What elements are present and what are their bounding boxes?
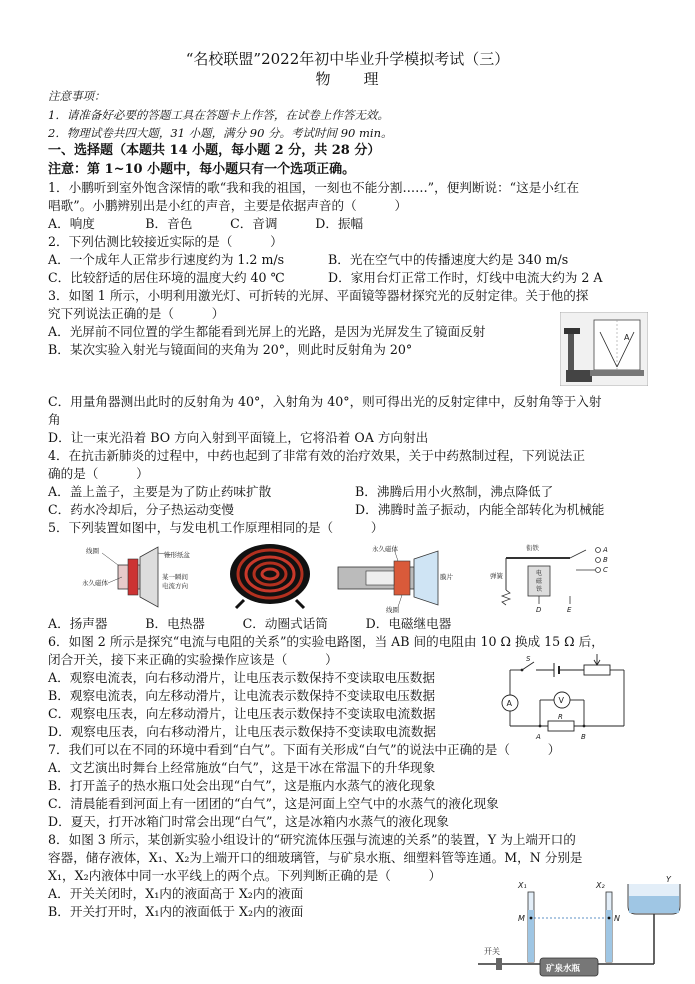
relay-magnet-label-3: 铁 [536,586,543,593]
speaker-cone-label: 锥形纸盆 [164,551,190,559]
q5-stem: 5．下列装置如图中，与发电机工作原理相同的是（ ） [48,520,384,535]
figure-1-reflection-apparatus [560,312,648,386]
notes-item-1: 1．请准备好必要的答题工具在答题卡上作答，在试卷上作答无效。 [48,108,389,122]
figure-2-circuit [492,650,632,742]
fig3-switch-label: 开关 [484,947,500,956]
speaker-magnet-label: 永久磁体 [82,579,108,587]
q6-option-d: D．观察电压表，向右移动滑片，让电压表示数保持不变读取电流数据 [48,724,436,739]
mic-magnet-label: 永久磁体 [372,545,398,553]
relay-spring-label: 弹簧 [490,572,503,580]
q3-option-b: B．某次实验入射光与镜面间的夹角为 20°，则此时反射角为 20° [48,342,413,357]
figure-relay [490,540,620,614]
subject-title: 物 理 [315,70,380,88]
fig3-m-label: M [518,914,525,923]
relay-magnet-label-1: 电 [536,570,543,577]
q6-option-c: C．观察电压表，向左移动滑片，让电压表示数保持不变读取电流数据 [48,706,436,721]
q8-option-a: A．开关关闭时，X₁内的液面高于 X₂内的液面 [48,886,304,901]
relay-terminal-e: E [567,606,572,614]
fig3-x2-label: X₂ [596,881,605,890]
q8-stem-line3: X₁，X₂内液体中同一水平线上的两个点。下列判断正确的是（ ） [48,868,442,883]
q2-option-d: D．家用台灯正常工作时，灯线中电流大约为 2 A [328,270,603,285]
fig3-x1-label: X₁ [518,881,527,890]
q2-option-a: A．一个成年人正常步行速度约为 1.2 m/s [48,252,285,267]
q1-options: A．响度 B．音色 C．音调 D．振幅 [48,216,364,231]
figure-microphone [336,543,464,613]
q4-stem-line1: 4．在抗击新肺炎的过程中，中药也起到了非常有效的治疗效果，关于中药熬制过程，下列说法正 [48,448,585,463]
section-note: 注意：第 1~10 小题中，每小题只有一个选项正确。 [48,162,356,177]
circuit-ammeter-label: A [506,699,512,708]
q8-option-b: B．开关打开时，X₁内的液面低于 X₂内的液面 [48,904,304,919]
relay-terminal-c: C [603,566,608,574]
q5-options: A．扬声器 B．电热器 C．动圈式话筒 D．电磁继电器 [48,616,452,631]
notes-item-2: 2．物理试卷共四大题，31 小题，满分 90 分。考试时间 90 min。 [48,126,393,140]
q6-stem-line2: 闭合开关，接下来正确的实验操作应该是（ ） [48,652,338,667]
figure-3-fluid-apparatus [478,876,682,980]
circuit-resistor-label: R [558,713,563,721]
fig3-n-label: N [614,914,620,923]
relay-magnet-label-2: 磁 [536,578,543,585]
circuit-point-b: B [581,733,586,741]
q7-option-d: D．夏天，打开冰箱门时常会出现“白气”，这是冰箱内水蒸气的液化现象 [48,814,449,829]
q6-option-a: A．观察电流表，向右移动滑片，让电压表示数保持不变读取电压数据 [48,670,435,685]
q8-stem-line2: 容器，储存液体，X₁、X₂为上端开口的细玻璃管，与矿泉水瓶、细塑料管等连通。M，N 分别是 [48,850,583,865]
q7-stem: 7．我们可以在不同的环境中看到“白气”。下面有关形成“白气”的说法中正确的是（ ） [48,742,561,757]
fig3-y-label: Y [666,876,671,884]
q6-option-b: B．观察电流表，向左移动滑片，让电流表示数保持不变读取电压数据 [48,688,436,703]
q3-stem-line1: 3．如图 1 所示，小明利用激光灯、可折转的光屏、平面镜等器材探究光的反射定律。关于他的探 [48,288,589,303]
exam-title: “名校联盟”2022年初中毕业升学模拟考试（三） [185,50,510,68]
q7-option-b: B．打开盖子的热水瓶口处会出现“白气”，这是瓶内水蒸气的液化现象 [48,778,436,793]
speaker-note-line1: 某一瞬间 [162,573,188,581]
circuit-point-a: A [536,733,541,741]
q2-option-c: C．比较舒适的居住环境的温度大约 40 ℃ [48,270,285,285]
q3-option-c-line1: C．用量角器测出此时的反射角为 40°，入射角为 40°，则可得出光的反射定律中，反射角等于入射 [48,394,602,409]
q2-stem: 2．下列估测比较接近实际的是（ ） [48,234,283,249]
q4-stem-line2: 确的是（ ） [48,466,149,481]
q4-option-b: B．沸腾后用小火熬制，沸点降低了 [355,484,554,499]
section-heading: 一、选择题（本题共 14 小题，每小题 2 分，共 28 分） [48,143,381,158]
q4-option-c: C．药水冷却后，分子热运动变慢 [48,502,234,517]
q8-stem-line1: 8．如图 3 所示，某创新实验小组设计的“研究流体压强与流速的关系”的装置，Y 为上端开口的 [48,832,576,847]
mic-film-label: 膜片 [440,573,453,581]
q7-option-c: C．清晨能看到河面上有一团团的“白气”，这是河面上空气中的水蒸气的液化现象 [48,796,499,811]
relay-terminal-d: D [536,606,542,614]
relay-armature-label: 衔铁 [526,544,539,552]
q6-stem-line1: 6．如图 2 所示是探究“电流与电阻的关系”的实验电路图，当 AB 间的电阻由 10 Ω 换成 15 Ω 后， [48,634,604,649]
notes-heading: 注意事项： [48,89,106,103]
q4-option-a: A．盖上盖子，主要是为了防止药味扩散 [48,484,272,499]
q3-option-d: D．让一束光沿着 BO 方向入射到平面镜上，它将沿着 OA 方向射出 [48,430,429,445]
circuit-voltmeter-label: V [558,696,564,705]
q3-option-c-line2: 角 [48,412,61,427]
q4-option-d: D．沸腾时盖子振动，内能全部转化为机械能 [355,502,605,517]
relay-terminal-a: A [603,546,608,554]
speaker-note-line2: 电流方向 [162,582,188,590]
q1-stem-line2: 唱歌”。小鹏辨别出是小红的声音，主要是依据声音的（ ） [48,198,408,213]
speaker-coil-label: 线圈 [86,547,99,555]
q7-option-a: A．文艺演出时舞台上经常施放“白气”，这是干冰在常温下的升华现象 [48,760,436,775]
figure-heater [224,540,316,610]
figure-speaker [82,543,202,611]
q1-stem-line1: 1．小鹏听到室外饱含深情的歌“我和我的祖国，一刻也不能分割……”，便判断说：“这是小红在 [48,180,580,195]
mic-coil-label: 线圈 [386,606,399,613]
figure-1-label-a: A [624,333,630,342]
q2-option-b: B．光在空气中的传播速度大约是 340 m/s [328,252,569,267]
q3-stem-line2: 究下列说法正确的是（ ） [48,306,225,321]
circuit-switch-label: S [526,655,531,663]
fig3-bottle-label: 矿泉水瓶 [546,964,581,974]
q3-option-a: A．光屏前不同位置的学生都能看到光屏上的光路，是因为光屏发生了镜面反射 [48,324,486,339]
relay-terminal-b: B [603,556,608,564]
